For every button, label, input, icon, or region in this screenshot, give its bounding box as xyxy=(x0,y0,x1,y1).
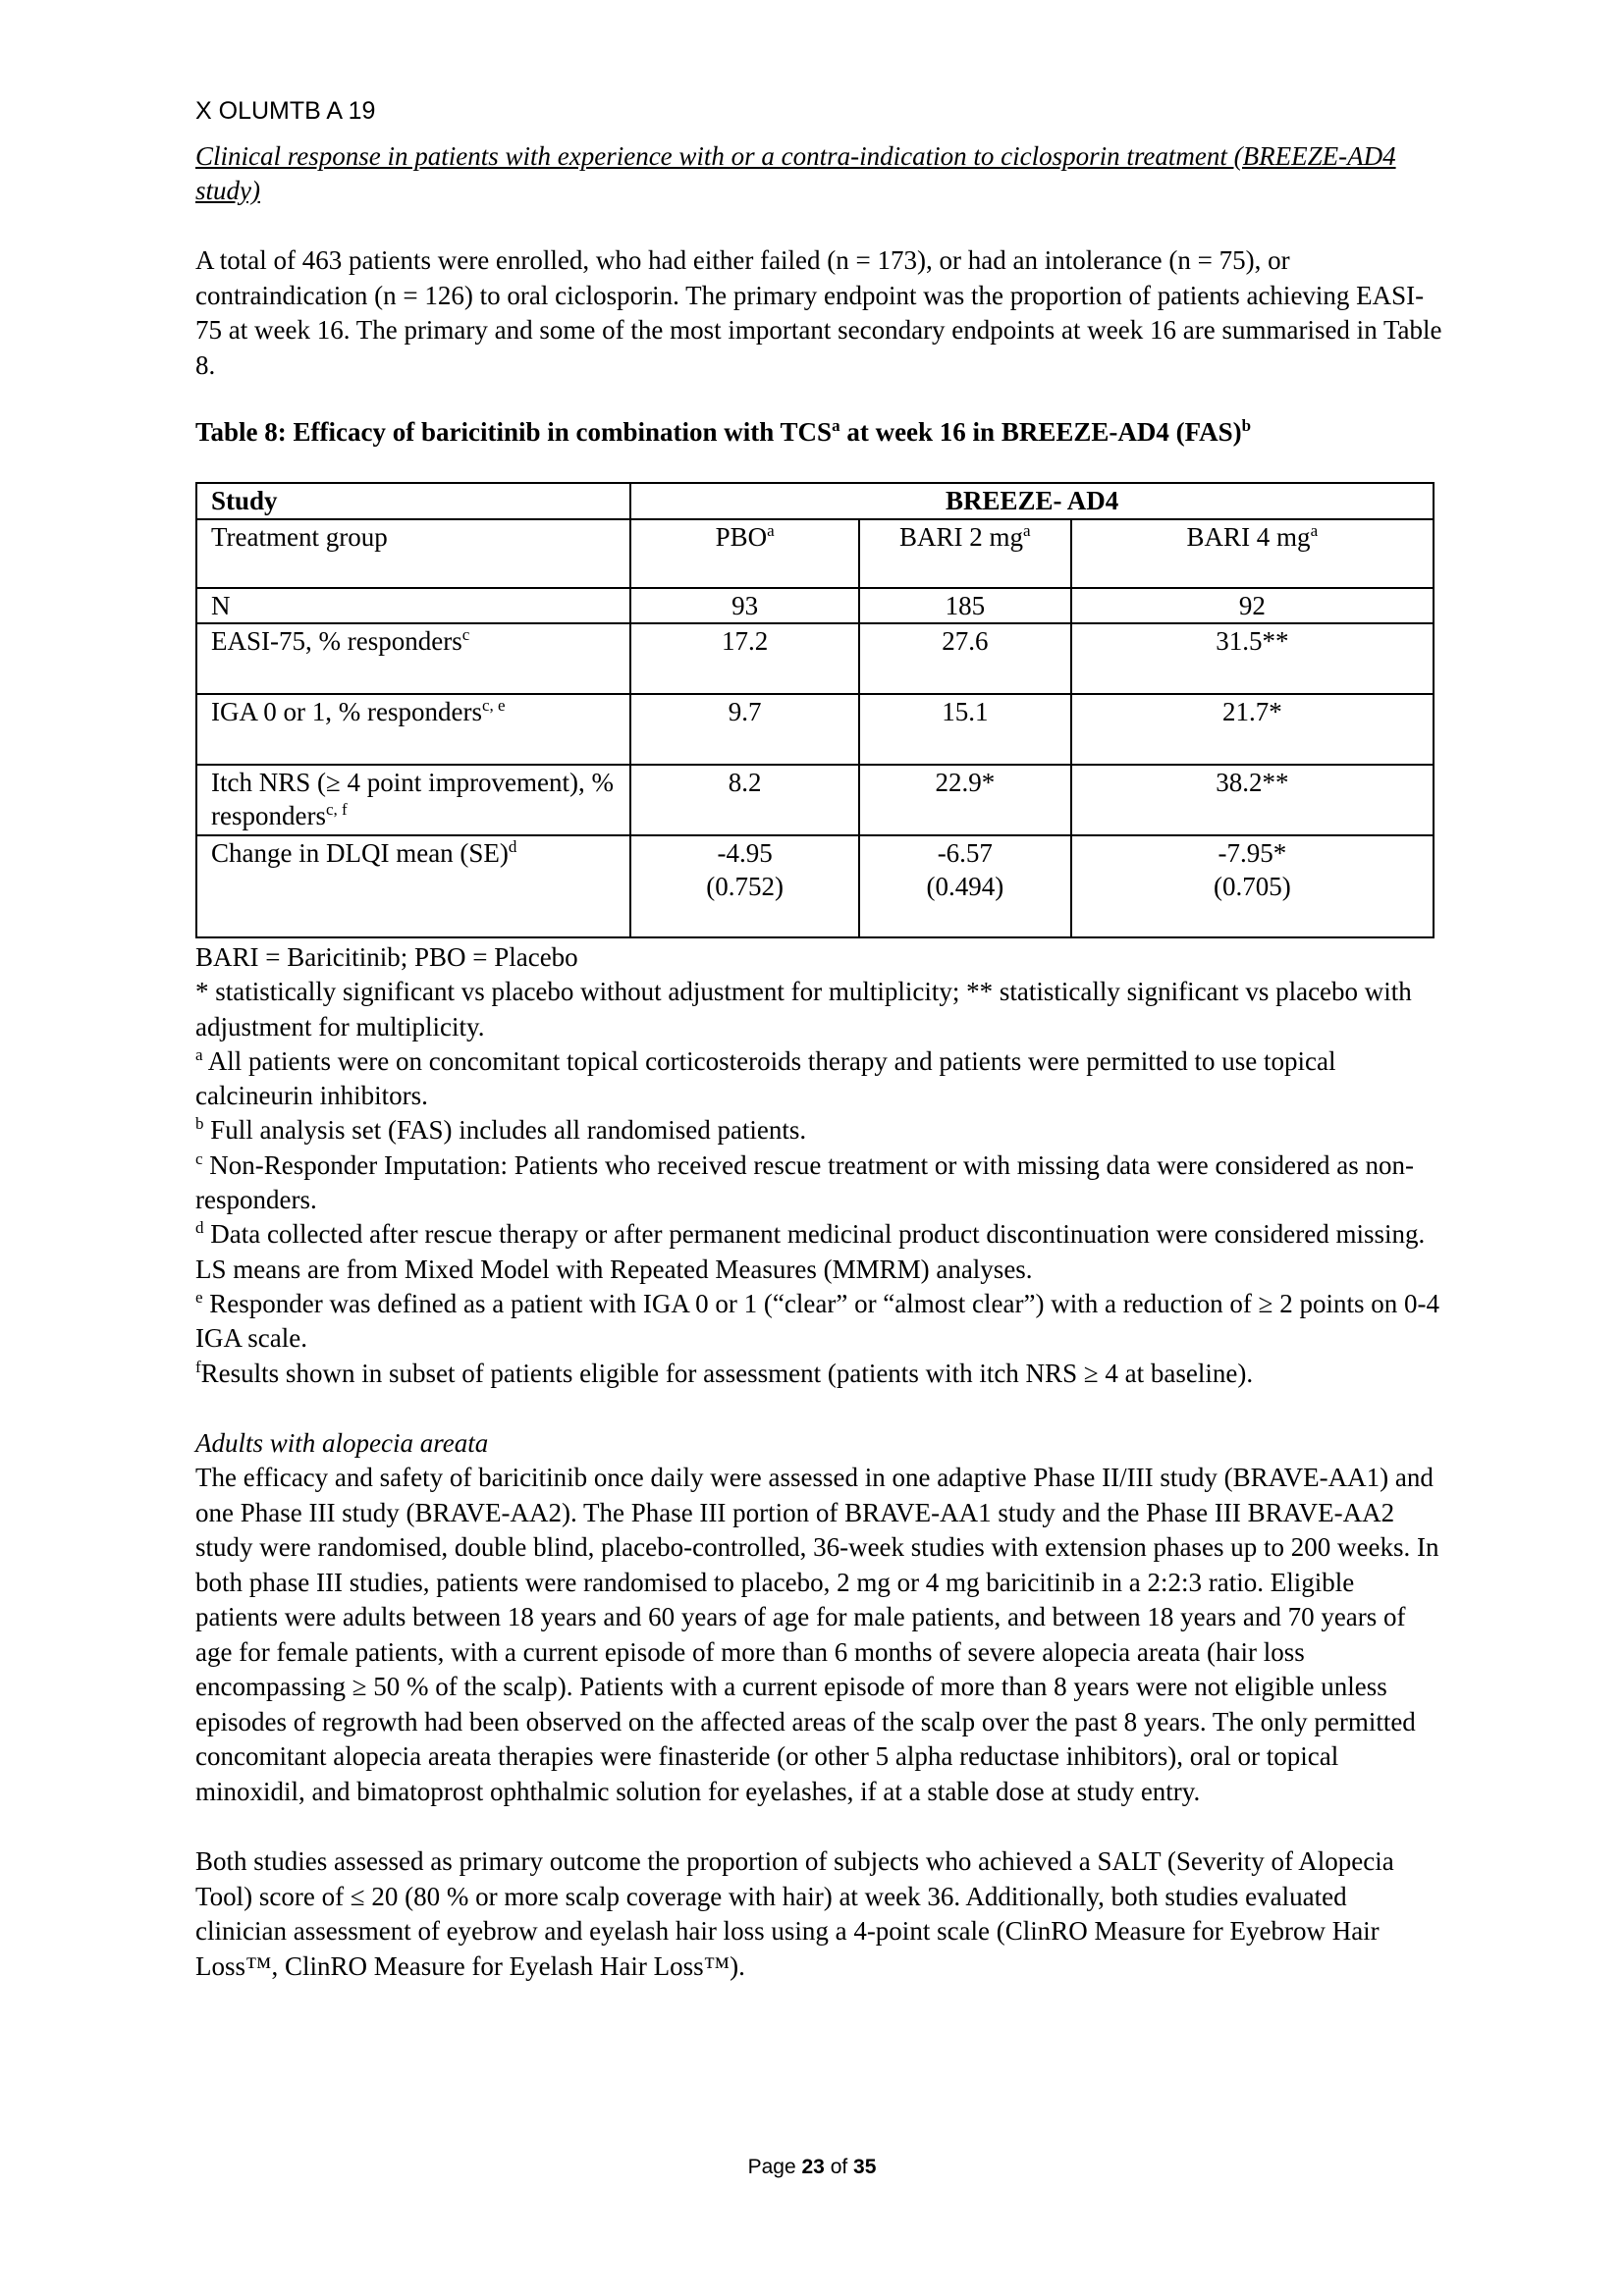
table-row xyxy=(196,694,1434,765)
abbreviations-note: BARI = Baricitinib; PBO = Placebo xyxy=(195,942,578,972)
group-cell-bari-4mg: BARI 4 $mg^a$ xyxy=(1071,519,1434,588)
value-cell: 15.1 xyxy=(859,694,1071,765)
significance-note: * statistically significant vs placebo without adjustment for multiplicity; ** statistically significant vs placebo with adjustment for multiplicity. xyxy=(195,977,1412,1041)
table-row xyxy=(196,765,1434,835)
document-page xyxy=(195,96,1442,1984)
table-header-row xyxy=(196,483,1434,519)
page-word: Page xyxy=(747,2156,796,2178)
group-cell-pbo: PBO$^a$ xyxy=(630,519,859,588)
row-label: Change in DLQI mean (SE)$^d$ xyxy=(196,835,630,937)
footnote: $^d$ Data collected after rescue therapy or after permanent medicinal product discontinuation were considered missing. LS means are from Mixed Model with Repeated Measures (MMRM) analyses. xyxy=(195,1218,1426,1284)
value-cell: 8.2 xyxy=(630,765,859,835)
table-title: Table 8: Efficacy of baricitinib in combination with TCS$^a$ at week 16 in BREEZE-AD4 (FAS)$^b$ xyxy=(195,416,1252,447)
page-total: 35 xyxy=(853,2156,877,2178)
value-cell: 185 xyxy=(859,588,1071,623)
row-label: IGA 0 or 1, % responders$^{c, e}$ xyxy=(196,694,630,765)
footnote: $^a$ All patients were on concomitant topical corticosteroids therapy and patients were permitted to use topical calcineurin inhibitors. xyxy=(195,1044,1336,1111)
alopecia-paragraph-2: Both studies assessed as primary outcome the proportion of subjects who achieved a SALT (Severity of Alopecia Tool) score of ≤ 20 (80 % or more scalp coverage with hair) at week 36. Additionally, both studies evaluated clinician assessment of eyebrow and eyelash hair loss using a 4-point scale (ClinRO Measure for Eyebrow Hair Loss™, ClinRO Measure for Eyelash Hair Loss™). xyxy=(195,1846,1394,1981)
value-cell: 92 xyxy=(1071,588,1434,623)
table-row xyxy=(196,588,1434,623)
of-word: of xyxy=(830,2156,848,2178)
value-cell: -6.57 (0.494) xyxy=(859,835,1071,937)
alopecia-paragraph-1: The efficacy and safety of baricitinib once daily were assessed in one adaptive Phase II/III study (BRAVE-AA1) and one Phase III study (BRAVE-AA2). The Phase III portion of BRAVE-AA1 study and the Phase III BRAVE-AA2 study were randomised, double blind, placebo-controlled, 36-week studies with extension phases up to 200 weeks. In both phase III studies, patients were randomised to placebo, 2 mg or 4 mg baricitinib in a 2:2:3 ratio. Eligible patients were adults between 18 years and 60 years of age for male patients, and between 18 years and 70 years of age for female patients, with a current episode of more than 6 months of severe alopecia areata (hair loss encompassing ≥ 50 % of the scalp). Patients with a current episode of more than 8 years were not eligible unless episodes of regrowth had been observed on the affected areas of the scalp over the past 8 years. The only permitted concomitant alopecia areata therapies were finasteride (or other 5 alpha reductase inhibitors), oral or topical minoxidil, and bimatoprost ophthalmic solution for eyelashes, if at a stable dose at study entry. xyxy=(195,1463,1439,1806)
value-cell: 9.7 xyxy=(630,694,859,765)
row-label: EASI-75, % responders$^c$ xyxy=(196,623,630,694)
efficacy-table xyxy=(195,482,1435,938)
value-cell: 27.6 xyxy=(859,623,1071,694)
value-cell: 38.2** xyxy=(1071,765,1434,835)
value-cell: 21.7* xyxy=(1071,694,1434,765)
intro-paragraph: A total of 463 patients were enrolled, who had either failed (n = 173), or had an intolerance (n = 75), or contraindication (n = 126) to oral ciclosporin. The primary endpoint was the proportion of patients achieving EASI-75 at week 16. The primary and some of the most important secondary endpoints at week 16 are summarised in Table 8. xyxy=(195,245,1442,380)
page-number: 23 xyxy=(801,2156,825,2178)
table-row xyxy=(196,623,1434,694)
value-cell: 22.9* xyxy=(859,765,1071,835)
section-title: Clinical response in patients with experience with or a contra-indication to ciclosporin treatment (BREEZE-AD4 study) xyxy=(195,141,1396,205)
footnote: $^c$ Non-Responder Imputation: Patients who received rescue treatment or with missing data were considered as non-responders. xyxy=(195,1148,1414,1215)
study-name-cell: BREEZE- AD4 xyxy=(630,483,1434,519)
footnote: $^f$Results shown in subset of patients eligible for assessment (patients with itch NRS ≥ 4 at baseline). xyxy=(195,1357,1254,1388)
group-cell-bari-2mg: BARI 2 $mg^a$ xyxy=(859,519,1071,588)
footnote: $^b$ Full analysis set (FAS) includes all randomised patients. xyxy=(195,1114,807,1146)
row-label: N xyxy=(196,588,630,623)
document-code: X OLUMTB A 19 xyxy=(195,97,376,125)
value-cell: 93 xyxy=(630,588,859,623)
alopecia-heading: Adults with alopecia areata xyxy=(195,1427,489,1458)
value-cell: 31.5** xyxy=(1071,623,1434,694)
table-row xyxy=(196,835,1434,937)
treatment-label-cell: Treatment group xyxy=(196,519,630,588)
row-label: Itch NRS (≥ 4 point improvement), % responders$^{c, f}$ xyxy=(196,765,630,835)
value-cell: -4.95 (0.752) xyxy=(630,835,859,937)
study-label-cell: Study xyxy=(196,483,630,519)
value-cell: -7.95* (0.705) xyxy=(1071,835,1434,937)
value-cell: 17.2 xyxy=(630,623,859,694)
footnote: $^e$ Responder was defined as a patient with IGA 0 or 1 (“clear” or “almost clear”) with a reduction of ≥ 2 points on 0-4 IGA scale. xyxy=(195,1287,1439,1354)
table-notes xyxy=(195,940,1442,1391)
treatment-group-row xyxy=(196,519,1434,588)
page-footer xyxy=(0,2156,1624,2179)
